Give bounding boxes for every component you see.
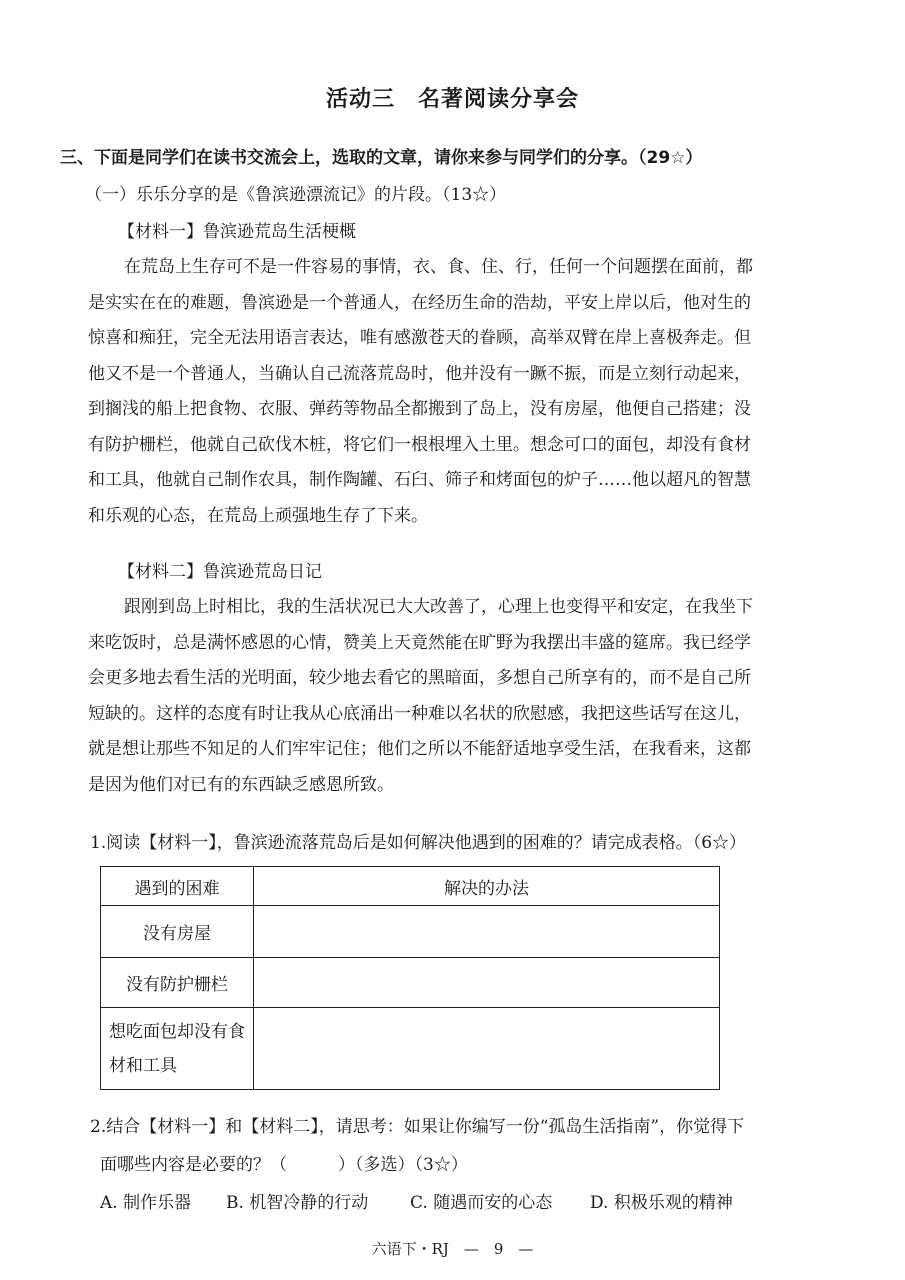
material2-heading: 【材料二】鲁滨逊荒岛日记: [118, 562, 322, 582]
table-row: [101, 906, 720, 958]
problem-cell: 没有防护栅栏: [101, 958, 254, 1008]
table-header-problem: 遇到的困难: [101, 867, 254, 906]
option-c[interactable]: C. 随遇而安的心态: [410, 1193, 553, 1213]
option-a[interactable]: A. 制作乐器: [100, 1193, 192, 1213]
question1-text: 1.阅读【材料一】，鲁滨逊流落荒岛后是如何解决他遇到的困难的？请完成表格。（6☆）: [90, 833, 747, 853]
page-title: 活动三 名著阅读分享会: [325, 87, 579, 112]
table-row: [101, 958, 720, 1008]
problem-cell: 想吃面包却没有食材和工具: [101, 1008, 254, 1090]
material2-paragraph: [88, 590, 766, 803]
solution-cell[interactable]: [254, 958, 720, 1008]
answer-table: [100, 866, 720, 1090]
option-b[interactable]: B. 机智冷静的行动: [226, 1193, 369, 1213]
section-heading: 三、下面是同学们在读书交流会上，选取的文章，请你来参与同学们的分享。（29☆）: [60, 148, 703, 168]
material2-text: 跟刚到岛上时相比，我的生活状况已大大改善了，心理上也变得平和安定，在我坐下来吃饭时，总是满怀感恩的心情，赞美上天竟然能在旷野为我摆出丰盛的筵席。我已经学会更多地去看生活的光明面，较少地去看它的黑暗面，多想自己所享有的，而不是自己所短缺的。这样的态度有时让我从心底涌出一种难以名状的欣慰感，我把这些话写在这儿，就是想让那些不知足的人们牢牢记住；他们之所以不能舒适地享受生活，在我看来，这都是因为他们对已有的东西缺乏感恩所致。: [88, 597, 753, 795]
material1-text: 在荒岛上生存可不是一件容易的事情，衣、食、住、行，任何一个问题摆在面前，都是实实在在的难题，鲁滨逊是一个普通人，在经历生命的浩劫，平安上岸以后，他对生的惊喜和痴狂，完全无法用语言表达，唯有感激苍天的眷顾，高举双臂在岸上喜极奔走。但他又不是一个普通人，当确认自己流落荒岛时，他并没有一蹶不振，而是立刻行动起来，到搁浅的船上把食物、衣服、弹药等物品全都搬到了岛上，没有房屋，他便自己搭建；没有防护栅栏，他就自己砍伐木桩，将它们一根根埋入土里。想念可口的面包，却没有食材和工具，他就自己制作农具，制作陶罐、石臼、筛子和烤面包的炉子……他以超凡的智慧和乐观的心态，在荒岛上顽强地生存了下来。: [88, 257, 753, 526]
solution-cell[interactable]: [254, 1008, 720, 1090]
page-footer: 六语下・RJ — 9 —: [371, 1240, 534, 1258]
option-d[interactable]: D. 积极乐观的精神: [590, 1193, 733, 1213]
solution-cell[interactable]: [254, 906, 720, 958]
table-row: [101, 1008, 720, 1090]
material1-paragraph: [88, 250, 766, 534]
table-header-solution: 解决的办法: [254, 867, 720, 906]
section-sub-heading: （一）乐乐分享的是《鲁滨逊漂流记》的片段。（13☆）: [85, 185, 507, 205]
table-header-row: [101, 867, 720, 906]
problem-cell: 没有房屋: [101, 906, 254, 958]
question2-line2: 面哪些内容是必要的？（ ）（多选）（3☆）: [100, 1155, 468, 1175]
material1-heading: 【材料一】鲁滨逊荒岛生活梗概: [118, 222, 356, 242]
question2-line1: 2.结合【材料一】和【材料二】，请思考：如果让你编写一份“孤岛生活指南”，你觉得下: [90, 1117, 745, 1137]
